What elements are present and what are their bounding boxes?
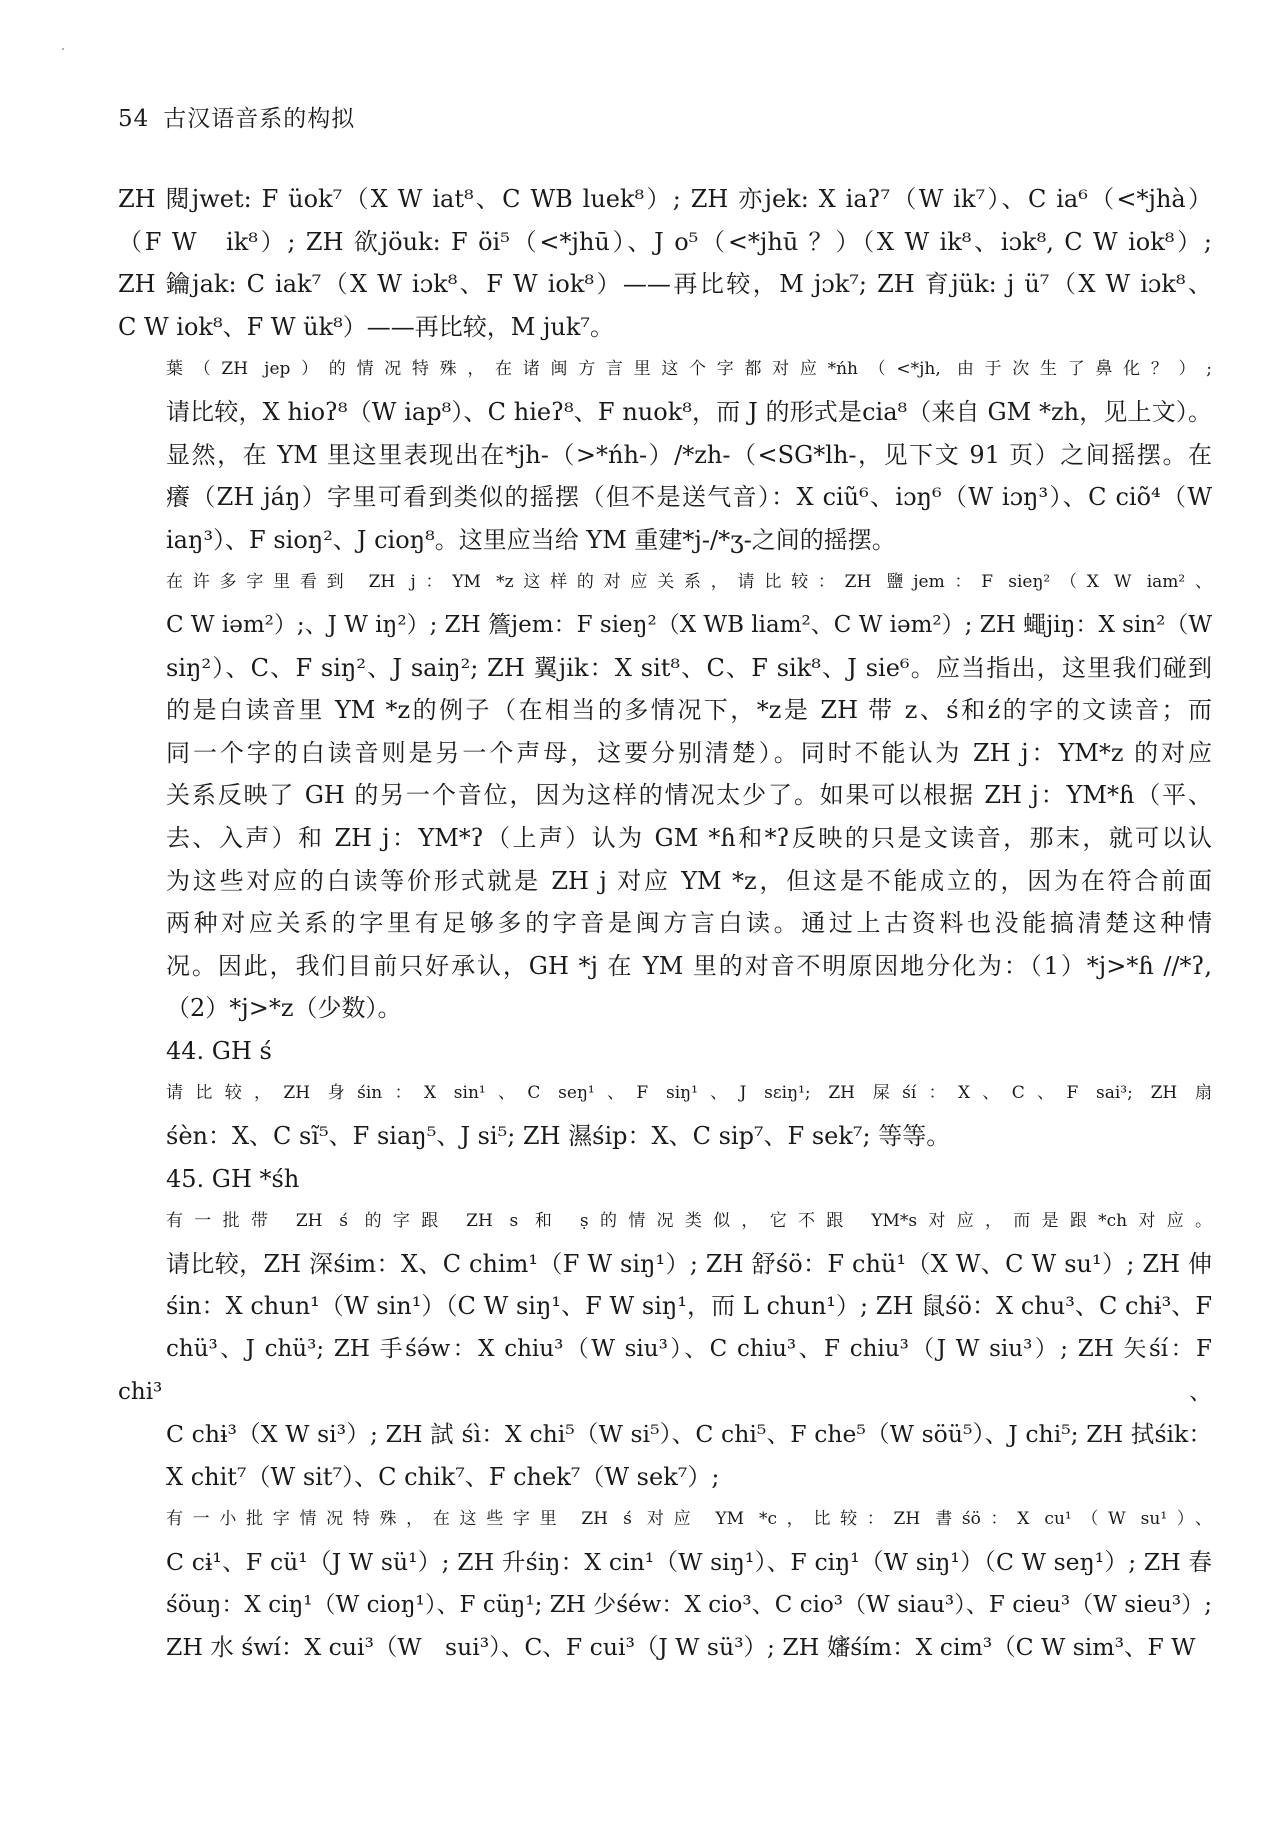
text-line: 两种对应关系的字里有足够多的字音是闽方言白读。通过上古资料也没能搞清楚这种情	[166, 909, 1212, 938]
paragraph	[118, 1072, 1212, 1157]
text-line: 45. GH *śh	[166, 1164, 300, 1193]
text-line: 同一个字的白读音则是另一个声母，这要分别清楚）。同时不能认为 ZH j：YM*z 的对应	[166, 738, 1212, 767]
text-line: chü³、J chü³; ZH 手śə́w：X chiu³（W siu³）、C chiu³、F chiu³（J W siu³）; ZH 矢śí：F chi³、	[118, 1336, 1212, 1405]
paragraph	[118, 1200, 1212, 1498]
text-line: 关系反映了 GH 的另一个音位，因为这样的情况太少了。如果可以根据 ZH j：YM*ɦ（平、	[166, 781, 1212, 810]
text-line: 显然，在 YM 里这里表现出在*jh-（>*ńh-）/*zh-（<SG*lh-，见下文 91 页）之间摇摆。在	[166, 440, 1212, 469]
text-line: iaŋ³）、F sioŋ²、J cioŋ⁸。这里应当给 YM 重建*j-/*ʒ-之间的摇摆。	[166, 525, 896, 554]
text-line: X chit⁷（W sit⁷）、C chik⁷、F chek⁷（W sek⁷）;	[166, 1462, 720, 1491]
text-line: 去、入声）和 ZH j：YM*ʔ（上声）认为 GM *ɦ和*ʔ反映的只是文读音，那末，就可以认	[166, 823, 1212, 852]
text-line: śöuŋ：X ciŋ¹（W cioŋ¹）、F cüŋ¹; ZH 少śéw：X cio³、C cio³（W siau³）、F cieu³（W sieu³）;	[166, 1591, 1212, 1618]
text-line: śin：X chun¹（W sin¹）（C W siŋ¹、F W siŋ¹，而 L chun¹）; ZH 鼠śö：X chu³、C chɨ³、F	[166, 1292, 1212, 1321]
text-line: 葉（ZH jep）的情况特殊，在诸闽方言里这个字都对应*ńh（<*jh, 由于次生了鼻化？）;	[166, 359, 1212, 380]
page-number: 54	[118, 106, 150, 132]
body-text	[118, 178, 1212, 1669]
paragraph	[118, 1498, 1212, 1668]
text-line: （2）*j>*z（少数）。	[166, 994, 402, 1023]
text-line: 为这些对应的白读等价形式就是 ZH j 对应 YM *z，但这是不能成立的，因为在符合前面	[166, 866, 1212, 895]
text-line: C cɨ¹、F cü¹（J W sü¹）; ZH 升śiŋ：X cin¹（W siŋ¹）、F ciŋ¹（W siŋ¹）（C W seŋ¹）; ZH 春	[166, 1548, 1212, 1576]
scan-speck	[62, 48, 64, 50]
text-line: 有一批带 ZH ś 的字跟 ZH s 和 ṣ的情况类似，它不跟 YM*s对应，而是跟*ch对应。	[166, 1211, 1212, 1232]
text-line: 在许多字里看到 ZH j：YM *z这样的对应关系，请比较：ZH 鹽jem：F sieŋ²（X W iam²、	[166, 572, 1212, 593]
text-line: 请比较，ZH 深śim：X、C chim¹（F W siŋ¹）; ZH 舒śö：F chü¹（X W、C W su¹）; ZH 伸	[166, 1249, 1212, 1278]
text-line: C W iəm²）;、J W iŋ²）; ZH 簷jem：F sieŋ²（X WB liam²、C W iəm²）; ZH 蠅jiŋ：X sin²（W	[166, 611, 1212, 638]
text-line: ZH 水 śwí：X cui³（W sui³）、C、F cui³（J W sü³）; ZH 嬸śím：X cim³（C W sim³、F W	[166, 1633, 1196, 1662]
text-line: 况。因此，我们目前只好承认，GH *j 在 YM 里的对音不明原因地分化为：（1）*j>*ɦ //*ʔ,	[166, 951, 1212, 980]
running-head	[118, 100, 355, 133]
section-heading	[118, 1158, 1212, 1201]
text-line: 有一小批字情况特殊，在这些字里 ZH ś 对应 YM *c，比较：ZH 書śö：X cu¹（W su¹）、	[166, 1509, 1212, 1530]
text-line: C chɨ³（X W si³）; ZH 試 śì：X chi⁵（W si⁵）、C chi⁵、F che⁵（W söü⁵）、J chi⁵; ZH 拭śik：	[166, 1420, 1212, 1449]
paragraph	[118, 178, 1212, 348]
paragraph	[118, 561, 1212, 1030]
text-line: （F W ik⁸）; ZH 欲jöuk: F öi⁵（<*jhū）、J o⁵（<*jhū ？）（X W ik⁸、iɔk⁸, C W iok⁸）;	[118, 227, 1212, 256]
text-line: C W iok⁸、F W ük⁸）——再比较，M juk⁷。	[118, 312, 615, 341]
text-line: 请比较，X hioʔ⁸（W iap⁸）、C hieʔ⁸、F nuok⁸，而 J 的形式是cia⁸（来自 GM *zh，见上文）。	[166, 397, 1212, 426]
text-line: 请比较，ZH 身śin：X sin¹、C seŋ¹、F siŋ¹、J sɛiŋ¹; ZH 屎śí：X、C、F sai³; ZH 扇	[166, 1083, 1212, 1104]
section-heading	[118, 1030, 1212, 1073]
text-line: 癢（ZH jáŋ）字里可看到类似的摇摆（但不是送气音）：X ciũ⁶、iɔŋ⁶（W iɔŋ³）、C ciõ⁴（W	[166, 483, 1212, 512]
text-line: śèn：X、C sĩ⁵、F siaŋ⁵、J si⁵; ZH 濕śip：X、C sip⁷、F sek⁷; 等等。	[166, 1122, 951, 1151]
paragraph	[118, 348, 1212, 561]
text-line: ZH 閱jwet: F üok⁷（X W iat⁸、C WB luek⁸）; ZH 亦jek: X iaʔ⁷（W ik⁷）、C ia⁶（<*jhà）	[118, 185, 1212, 213]
text-line: ZH 鑰jak: C iak⁷（X W iɔk⁸、F W iok⁸）——再比较，M jɔk⁷; ZH 育jük: j ü⁷（X W iɔk⁸、	[118, 270, 1212, 299]
text-line: 44. GH ś	[166, 1036, 272, 1065]
book-title: 古汉语音系的构拟	[163, 106, 356, 132]
text-line: 的是白读音里 YM *z的例子（在相当的多情况下，*z是 ZH 带 z、ś和ź的字的文读音；而	[166, 696, 1212, 725]
text-line: siŋ²）、C、F siŋ²、J saiŋ²; ZH 翼jik：X sit⁸、C、F sik⁸、J sie⁶。应当指出，这里我们碰到	[166, 653, 1212, 682]
